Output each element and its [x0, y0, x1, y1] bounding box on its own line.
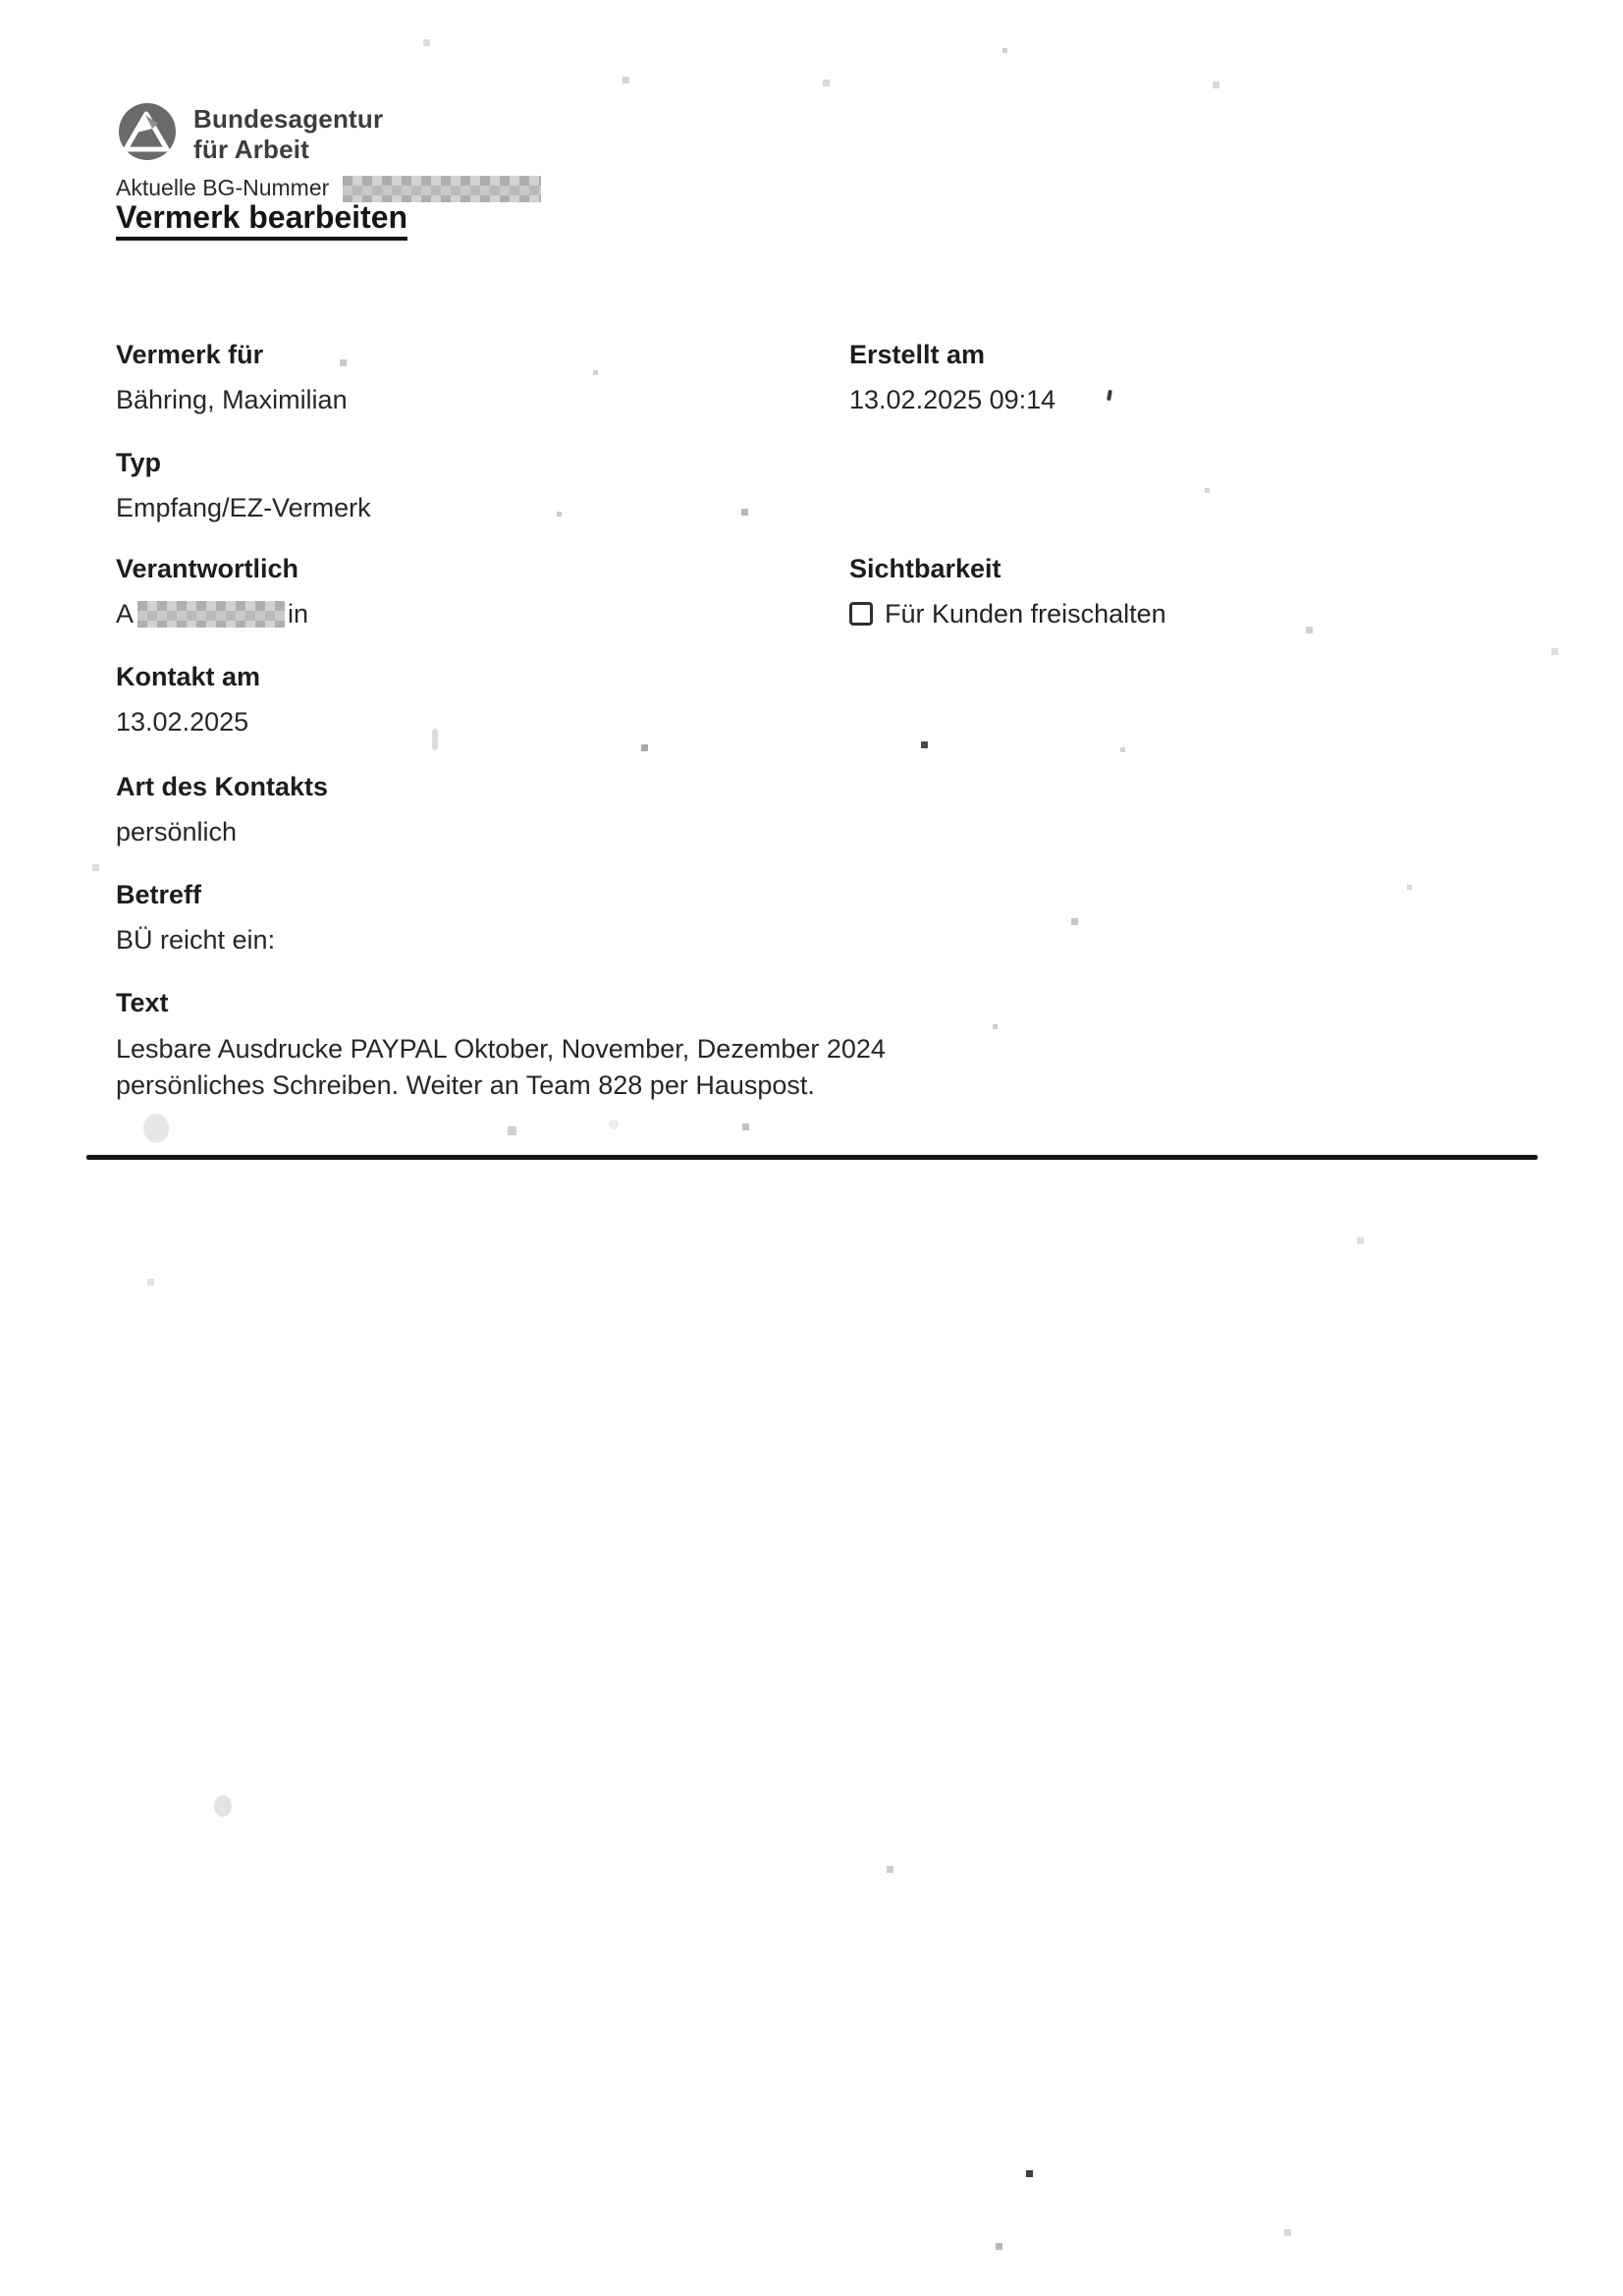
field-label: Vermerk für: [116, 340, 264, 369]
field-value: [116, 597, 308, 630]
scan-smudge: [609, 1120, 619, 1129]
field-value: 13.02.2025 09:14: [849, 385, 1056, 414]
bg-number-label: Aktuelle BG-Nummer: [116, 175, 330, 200]
field-erstellt-am: [849, 338, 1055, 416]
scan-smudge: [143, 1114, 169, 1143]
field-betreff: [116, 878, 275, 957]
field-value: 13.02.2025: [116, 707, 249, 737]
scan-smudge: [214, 1795, 232, 1817]
redacted-name-prefix: A: [116, 599, 135, 629]
bundesagentur-logo-icon: [116, 100, 179, 163]
field-value: Empfang/EZ-Vermerk: [116, 493, 371, 522]
field-label: Text: [116, 988, 169, 1017]
field-sichtbarkeit: [849, 552, 1166, 630]
field-vermerk-fuer: [116, 338, 348, 416]
brand-name-line1: Bundesagentur: [193, 104, 384, 134]
text-line-2: persönliches Schreiben. Weiter an Team 828 per Hauspost.: [116, 1070, 815, 1100]
field-label: Erstellt am: [849, 340, 986, 369]
checkbox-label: Für Kunden freischalten: [885, 599, 1166, 629]
field-typ: [116, 446, 371, 524]
page-title: Vermerk bearbeiten: [116, 199, 407, 241]
field-label: Art des Kontakts: [116, 772, 329, 801]
field-text: [116, 986, 886, 1104]
field-kontakt-am: [116, 660, 260, 738]
field-verantwortlich: [116, 552, 308, 630]
section-divider: [86, 1155, 1538, 1160]
field-value: [116, 1031, 886, 1104]
field-value: persönlich: [116, 817, 238, 847]
responsible-name-redaction-block: [137, 601, 285, 628]
field-art-des-kontakts: [116, 770, 328, 848]
scan-mark: [1107, 390, 1112, 402]
field-label: Betreff: [116, 880, 202, 909]
ba-circle-triangle-icon: [116, 100, 179, 163]
field-value: Bähring, Maximilian: [116, 385, 348, 414]
field-label: Verantwortlich: [116, 554, 299, 583]
fuer-kunden-freischalten-checkbox[interactable]: [849, 602, 873, 626]
redacted-name-suffix: in: [288, 599, 309, 629]
scan-noise: [0, 0, 3, 3]
field-label: Kontakt am: [116, 662, 261, 691]
field-value: BÜ reicht ein:: [116, 925, 276, 955]
sichtbarkeit-checkbox-row: [849, 597, 1166, 630]
brand-name-line2: für Arbeit: [193, 135, 310, 164]
field-label: Sichtbarkeit: [849, 554, 1001, 583]
brand-name: [193, 104, 383, 165]
field-label: Typ: [116, 448, 161, 477]
bg-number-redaction-block: [343, 176, 541, 202]
text-line-1: Lesbare Ausdrucke PAYPAL Oktober, November, Dezember 2024: [116, 1034, 886, 1064]
scan-smudge: [432, 729, 438, 750]
